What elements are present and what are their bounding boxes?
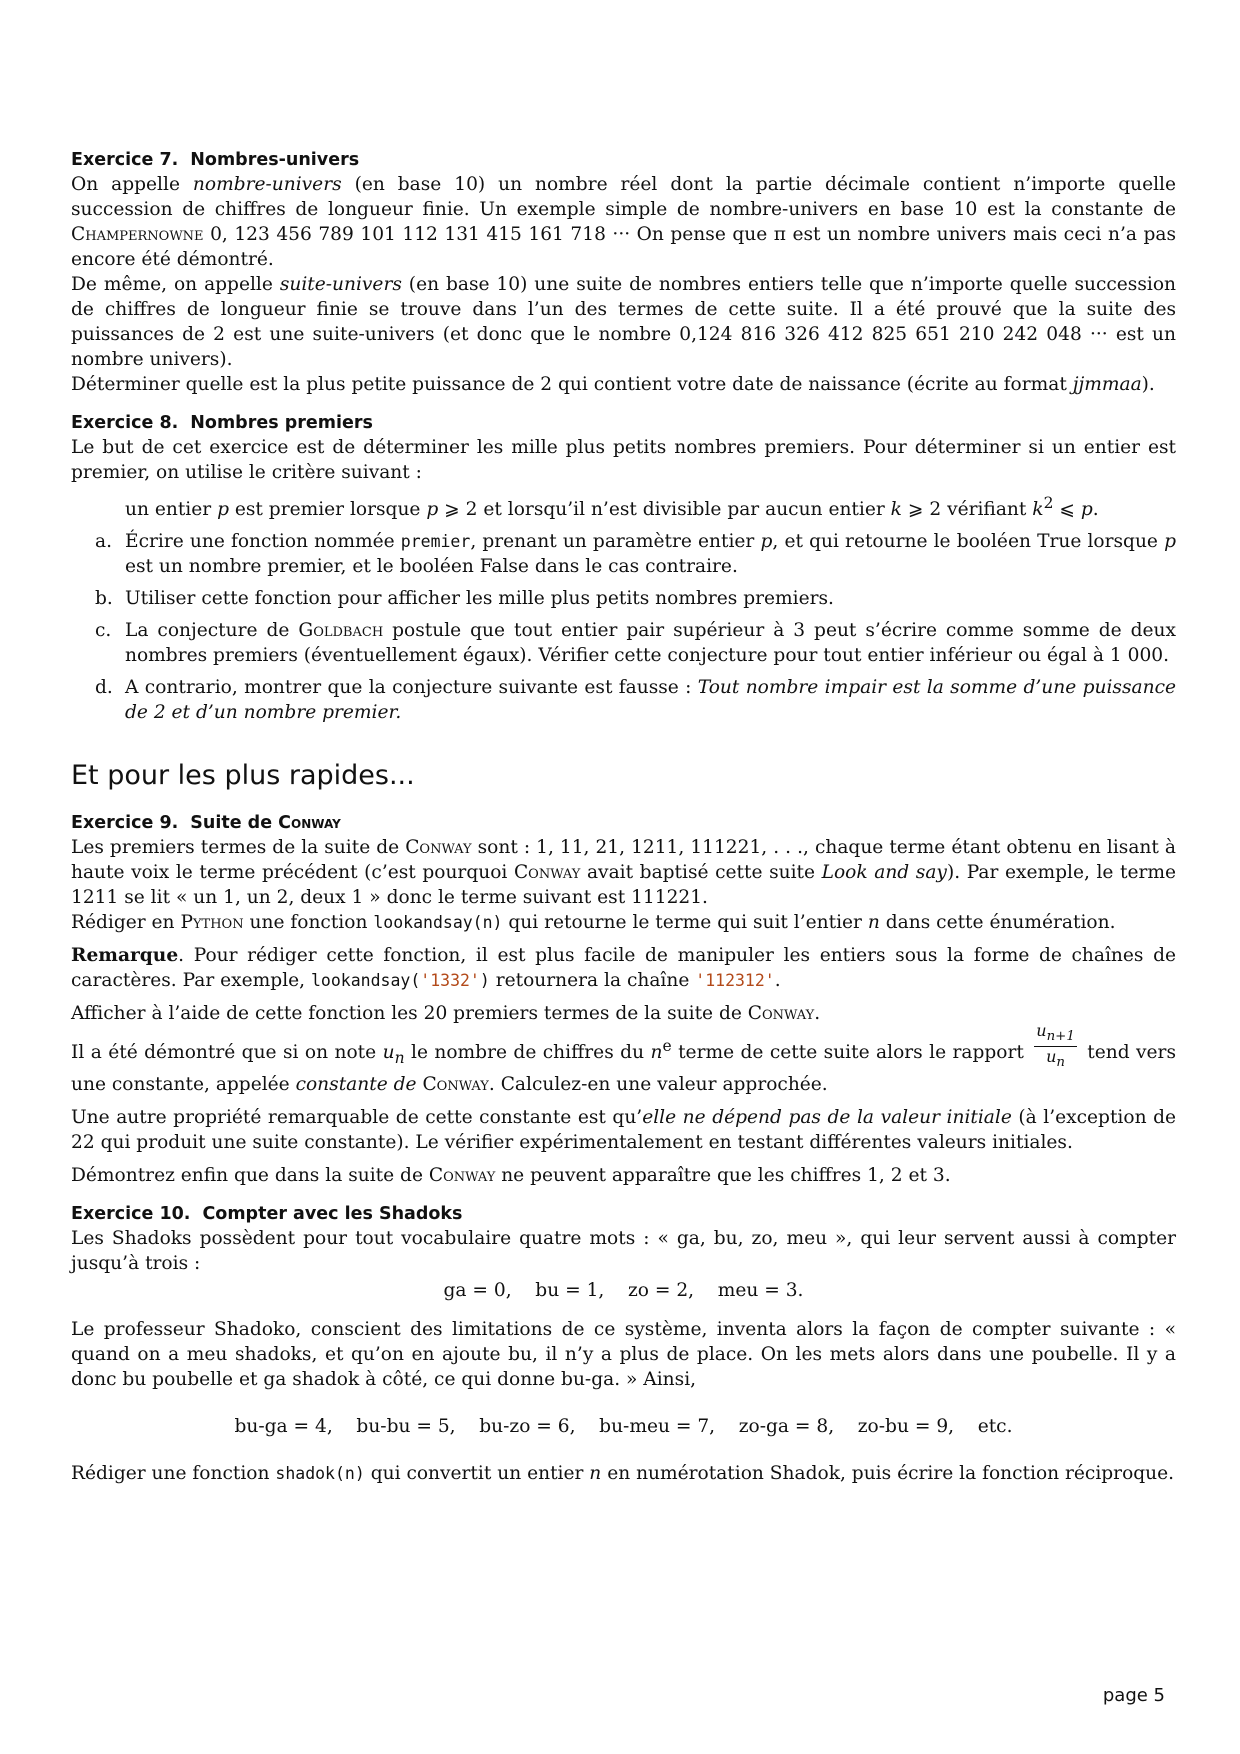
ex9-remark: Remarque. Pour rédiger cette fonction, il est plus facile de manipuler les entiers sous la forme de chaînes de caractères. Par exemple, lookandsay('1332') retournera la chaîne '112312'. [71, 945, 1176, 992]
exercise-9-heading: Exercice 9. Suite de Conway [71, 813, 341, 834]
exercise-title: Compter avec les Shadoks [202, 1204, 463, 1225]
exercise-8-heading [71, 411, 1176, 435]
ex9-paragraph-1: Les premiers termes de la suite de Conway sont : 1, 11, 21, 1211, 111221, . . ., chaque terme étant obtenu en lisant à haute voix le terme précédent (c’est pourquoi Conway avait baptisé cette suite Look and say). Par exemple, le terme 1211 se lit « un 1, un 2, deux 1 » donc le terme suivant est 111221. [71, 837, 1177, 909]
ex10-equation-2: bu-ga = 4, bu-bu = 5, bu-zo = 6, bu-meu = 7, zo-ga = 8, zo-bu = 9, etc. [234, 1416, 1013, 1438]
ex9-paragraph-5: Une autre propriété remarquable de cette constante est qu’elle ne dépend pas de la valeur initiale (à l’exception de 22 qui produit une suite constante). Le vérifier expérimentalement en testant différentes valeurs initiales. [71, 1107, 1176, 1154]
ex7-paragraph-3: Déterminer quelle est la plus petite puissance de 2 qui contient votre date de naissance (écrite au format jjmmaa). [71, 374, 1155, 395]
document-page [71, 148, 1176, 1486]
ex10-paragraph-3: Rédiger une fonction shadok(n) qui convertit un entier n en numérotation Shadok, puis écrire la fonction réciproque. [71, 1463, 1175, 1485]
ratio-fraction: $\frac{u_{n+1}}{u_n}$ [1036, 1020, 1075, 1071]
ex9-paragraph-2: Rédiger en Python une fonction lookandsay(n) qui retourne le terme qui suit l’entier n dans cette énumération. [71, 912, 1116, 934]
ex10-paragraph-1: Les Shadoks possèdent pour tout vocabulaire quatre mots : « ga, bu, zo, meu », qui leur servent aussi à compter jusqu’à trois : [71, 1228, 1176, 1275]
ex8-criterion: un entier p est premier lorsque p ⩾ 2 et lorsqu’il n’est divisible par aucun entier k ⩾ 2 vérifiant $k^2$ ⩽ p. [125, 494, 1099, 521]
ex10-equation-1: ga = 0, bu = 1, zo = 2, meu = 3. [443, 1280, 804, 1302]
ex10-paragraph-2: Le professeur Shadoko, conscient des limitations de ce système, inventa alors la façon de compter suivante : « quand on a meu shadoks, et qu’on en ajoute bu, il n’y a plus de place. On les mets alors dans une poubelle. Il y a donc bu poubelle et ga shadok à côté, ce qui donne bu-ga. » Ainsi, [71, 1319, 1176, 1391]
ex7-paragraph-1: On appelle nombre-univers (en base 10) un nombre réel dont la partie décimale contient n’importe quelle succession de chiffres de longueur finie. Un exemple simple de nombre-univers en base 10 est la constante de Champernowne 0, 123 456 789 101 112 131 415 161 718 ··· On pense que π est un nombre univers mais ceci n’a pas encore été démontré. [71, 174, 1176, 270]
ex7-paragraph-2: De même, on appelle suite-univers (en base 10) une suite de nombres entiers telle que n’importe quelle succession de chiffres de longueur finie se trouve dans l’un des termes de cette suite. Il a été prouvé que la suite des puissances de 2 est une suite-univers (et donc que le nombre 0,124 816 326 412 825 651 210 242 048 ··· est un nombre univers). [71, 274, 1177, 370]
exercise-10-heading [71, 1202, 1176, 1226]
section-title: Et pour les plus rapides... [71, 760, 415, 792]
exercise-7-heading [71, 148, 1176, 172]
list-item: c. La conjecture de Goldbach postule que tout entier pair supérieur à 3 peut s’écrire comme somme de deux nombres premiers (éventuellement égaux). Vérifier cette conjecture pour tout entier inférieur ou égal à 1 000. [95, 620, 1176, 667]
ex8-intro: Le but de cet exercice est de déterminer les mille plus petits nombres premiers. Pour déterminer si un entier est premier, on utilise le critère suivant : [71, 437, 1176, 483]
exercise-number: Exercice 8. [71, 413, 179, 433]
ex9-paragraph-3: Afficher à l’aide de cette fonction les 20 premiers termes de la suite de Conway. [71, 1003, 821, 1025]
exercise-number: Exercice 10. [71, 1204, 191, 1225]
exercise-number: Exercice 7. [71, 150, 179, 170]
ex9-paragraph-6: Démontrez enfin que dans la suite de Conway ne peuvent apparaître que les chiffres 1, 2 et 3. [71, 1165, 951, 1187]
page-number: page 5 [1102, 1685, 1165, 1706]
list-item: a. Écrire une fonction nommée premier, prenant un paramètre entier p, et qui retourne le booléen True lorsque p est un nombre premier, et le booléen False dans le cas contraire. [95, 531, 1176, 578]
exercise-title: Nombres-univers [190, 150, 360, 170]
exercise-title: Nombres premiers [190, 413, 373, 433]
ex8-question-list [71, 529, 1176, 725]
exercise-number: Exercice 9. [71, 813, 179, 834]
ex9-paragraph-4: Il a été démontré que si on note $u_n$ le nombre de chiffres du $n^e$ terme de cette suite alors le rapport $\frac{u_{n+1}}{u_n}$ tend vers une constante, appelée constante de Conway. Calculez-en une valeur approchée. [71, 1020, 1176, 1096]
list-item: b. Utiliser cette fonction pour afficher les mille plus petits nombres premiers. [95, 588, 834, 610]
list-item: d. A contrario, montrer que la conjecture suivante est fausse : Tout nombre impair est la somme d’une puissance de 2 et d’un nombre premier. [95, 677, 1176, 724]
